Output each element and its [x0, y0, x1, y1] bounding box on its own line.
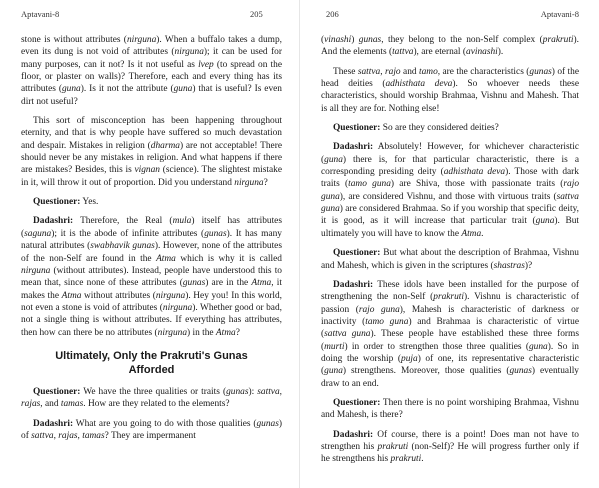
text-run: ) in the — [187, 327, 216, 338]
text-run: , it makes the — [21, 278, 282, 301]
italic-term: Atma — [156, 253, 176, 264]
section-heading — [21, 349, 282, 377]
text-run: . — [421, 454, 424, 465]
text-run: , are the characteristics ( — [437, 66, 530, 77]
italic-term: vinashi — [324, 35, 352, 45]
italic-term: tamas — [82, 430, 105, 441]
speaker-label: Dadashri: — [333, 142, 374, 153]
italic-term: prakruti — [390, 454, 422, 465]
italic-term: rajas — [58, 430, 78, 441]
text-run: Of course, there is a point! Does man not have to strengthen his — [321, 429, 579, 452]
italic-term: prakruti — [433, 292, 464, 303]
text-run: ? They are impermanent — [104, 430, 196, 441]
page-header — [21, 0, 282, 34]
italic-term: gunas — [204, 228, 227, 239]
text-run: ). Vishnu is characteristic of passion ( — [321, 292, 579, 315]
italic-term: guna — [324, 366, 343, 377]
italic-term: prakruti — [377, 441, 409, 452]
text-run: ) and Brahmaa is characteristic of virtue ( — [321, 316, 580, 340]
speaker-label: Dadashri: — [33, 418, 74, 429]
text-run: ). Hey you! In this world, not even a stone is void of attributes ( — [21, 290, 283, 313]
page-number: 206 — [326, 9, 339, 19]
text-run: ) are considered Brahmaa. So if you worship that specific deity, it is good, as it will increase that particular trait ( — [321, 204, 579, 227]
text-run: ). However, none of the attributes of the non-Self are found in the — [21, 241, 282, 264]
text-run: Therefore, the Real ( — [73, 216, 173, 227]
text-run: ). Is it not the attribute ( — [80, 84, 174, 95]
text-run: ? — [235, 327, 240, 338]
italic-term: guna — [535, 216, 555, 227]
paragraph — [21, 196, 282, 208]
italic-term: Atma — [61, 290, 82, 301]
text-run: . — [481, 228, 484, 239]
italic-term: sattva guna — [324, 329, 371, 340]
italic-term: sattva — [357, 66, 381, 77]
text-run: ); it can be used for many purposes, can it not? Is it not useful as — [21, 47, 282, 70]
text-run: ). When a buffalo takes a dump, even its dung is not void of attributes ( — [21, 35, 282, 58]
text-run: ) are not acceptable! There should never be any mistakes in religion. And what happens if there are mistakes? Besides, this is — [21, 140, 282, 176]
text-run: This sort of misconception has been happening throughout eternity, and that is why people have suffered so much devastation and despair. Mistakes in religion ( — [21, 116, 282, 151]
text-run: , and — [40, 399, 61, 410]
text-run: ) strengthens. Moreover, those qualities ( — [342, 366, 510, 377]
page-header — [321, 0, 579, 34]
italic-term: nirguna — [174, 47, 204, 58]
page-body — [321, 34, 579, 466]
text-run: These idols have been installed for the purpose of strengthening the non-Self ( — [321, 279, 579, 303]
text-run: )? — [524, 260, 533, 271]
text-run: ), are considered Vishnu, and those with virtuous traits ( — [339, 191, 557, 202]
paragraph — [321, 397, 579, 422]
italic-term: lvep — [198, 59, 214, 70]
italic-term: dharma — [150, 140, 180, 151]
text-run: , — [77, 430, 83, 441]
italic-term: gunas — [509, 366, 532, 377]
text-run: ) itself has attributes ( — [21, 216, 282, 239]
italic-term: gunas — [182, 278, 206, 289]
speaker-label: Questioner: — [333, 248, 381, 259]
right-page — [300, 0, 599, 488]
paragraph — [321, 279, 579, 390]
italic-term: prakruti — [542, 35, 574, 45]
text-run: (science). The slightest mistake in it, will throw it out of proportion. Did you understand — [21, 165, 282, 188]
text-run: and — [400, 66, 419, 77]
italic-term: guna — [324, 154, 343, 165]
text-run: ), are eternal ( — [413, 47, 467, 58]
paragraph — [21, 215, 282, 338]
italic-term: adhisthata deva — [385, 79, 453, 90]
italic-term: Atma — [461, 228, 482, 239]
speaker-label: Dadashri: — [333, 279, 374, 290]
speaker-label: Questioner: — [33, 386, 81, 397]
paragraph — [321, 34, 579, 59]
italic-term: avinashi — [466, 47, 498, 58]
text-run: ( — [321, 35, 325, 45]
text-run: ). But ultimately you will have to know the — [321, 216, 579, 239]
italic-term: vignan — [134, 165, 160, 176]
paragraph-group — [21, 386, 282, 442]
italic-term: sattva guna — [321, 191, 579, 215]
italic-term: gunas — [358, 35, 382, 45]
italic-term: sattva — [257, 386, 280, 397]
text-run: , — [279, 386, 282, 397]
text-run: ). — [497, 47, 504, 58]
text-run: ) in order to strengthen those three qualities ( — [344, 341, 529, 352]
paragraph — [21, 115, 282, 189]
italic-term: swabhavik gunas — [90, 241, 155, 252]
italic-term: shastras — [493, 260, 525, 271]
text-run: ); it is the abode of infinite attributes ( — [51, 228, 205, 239]
text-run: ) that is useful? Is even dirt not useful? — [21, 84, 282, 107]
italic-term: guna — [61, 84, 81, 95]
section-heading-line: Afforded — [128, 363, 175, 376]
italic-term: gunas — [256, 418, 279, 429]
paragraph — [321, 141, 579, 240]
italic-term: nirguna — [155, 290, 186, 301]
section-heading-line: Ultimately, Only the Prakruti's Gunas — [55, 349, 248, 362]
speaker-label: Questioner: — [33, 197, 81, 208]
text-run: ). Those with dark traits ( — [321, 167, 579, 190]
italic-term: guna — [173, 84, 193, 95]
paragraph — [21, 386, 282, 411]
text-run: , — [380, 66, 385, 77]
italic-term: mula — [172, 216, 192, 227]
italic-term: tamo guna — [365, 316, 409, 327]
italic-term: adhisthata deva — [443, 167, 506, 178]
text-run: ). These people have established these three forms ( — [321, 329, 579, 352]
text-run: So are they considered deities? — [380, 123, 499, 134]
running-title: Aptavani-8 — [540, 9, 579, 19]
text-run: . How are they related to the elements? — [83, 399, 230, 410]
italic-term: rajas — [21, 399, 41, 410]
italic-term: rajo guna — [358, 304, 400, 315]
speaker-label: Dadashri: — [33, 216, 74, 227]
text-run: ): — [248, 386, 258, 397]
text-run: ? — [263, 177, 268, 188]
italic-term: nirguna — [126, 35, 157, 45]
italic-term: Atma — [215, 327, 236, 338]
speaker-label: Questioner: — [333, 397, 381, 408]
text-run: without attributes ( — [81, 290, 156, 301]
page-number: 205 — [250, 9, 263, 19]
italic-term: murti — [324, 341, 345, 352]
text-run: ). So in doing the worship ( — [321, 341, 579, 364]
text-run: , — [53, 430, 59, 441]
text-run: ) are Shiva, those with passionate traits ( — [390, 179, 564, 190]
paragraph — [21, 34, 282, 108]
text-run: ). And the elements ( — [321, 35, 579, 58]
text-run: ) of one, its representative characteristic ( — [321, 353, 580, 377]
italic-term: rajo guna — [321, 179, 580, 202]
speaker-label: Questioner: — [333, 123, 381, 134]
italic-term: nirguna — [162, 302, 193, 313]
italic-term: gunas — [226, 386, 249, 397]
text-run: ) of — [21, 418, 282, 441]
italic-term: nirguna — [157, 327, 188, 338]
paragraph-group — [321, 34, 579, 466]
italic-term: saguna — [24, 228, 52, 239]
italic-term: tamo guna — [348, 179, 391, 190]
text-run: (non-Self)? He will progress further only if he strengthens his — [321, 441, 579, 465]
italic-term: tamo — [419, 66, 438, 77]
italic-term: tamas — [60, 399, 84, 410]
text-run: which is why it is called — [175, 253, 282, 264]
paragraph-group — [21, 34, 282, 339]
text-run: Then there is no point worshiping Brahmaa, Vishnu and Mahesh, is there? — [321, 397, 579, 421]
text-run: ) eventually draw to an end. — [321, 366, 579, 389]
paragraph — [321, 247, 579, 272]
text-run: ). So whoever needs these characteristics, should worship Brahmaa, Vishnu and Mahesh. That is all they are for. Nothing else! — [321, 79, 579, 114]
text-run: ). It has many natural attributes ( — [21, 228, 282, 252]
text-run: Absolutely! However, for whichever characteristic ( — [321, 142, 579, 165]
italic-term: sattva — [31, 430, 54, 441]
text-run: Yes. — [80, 197, 99, 208]
paragraph — [321, 429, 579, 466]
italic-term: Atma — [251, 278, 272, 289]
italic-term: rajo — [384, 66, 401, 77]
text-run: ) are in the — [205, 278, 252, 289]
italic-term: guna — [528, 341, 548, 352]
text-run: These — [333, 66, 358, 77]
paragraph — [321, 122, 579, 134]
text-run: ) there is, for that particular characteristic, there is a corresponding presiding deity ( — [321, 154, 579, 178]
text-run: But what about the description of Brahmaa, Vishnu and Mahesh, which is given in the scriptures ( — [321, 248, 579, 271]
paragraph — [21, 418, 282, 443]
italic-term: nirguna — [21, 265, 51, 276]
text-run: stone is without attributes ( — [21, 35, 127, 45]
text-run: ). Whether good or bad, not a single thing is without attributes. If everything has attributes, then how can there be no attributes ( — [21, 302, 282, 338]
text-run: (without attributes). Instead, people have understood this to mean that, since none of these attributes ( — [21, 265, 282, 289]
text-run: We have the three qualities or traits ( — [80, 386, 227, 397]
italic-term: puja — [401, 353, 418, 364]
text-run: ), Mahesh is characteristic of darkness or inactivity ( — [321, 304, 579, 327]
running-title: Aptavani-8 — [21, 9, 60, 19]
italic-term: gunas — [529, 66, 552, 77]
italic-term: nirguna — [234, 177, 264, 188]
speaker-label: Dadashri: — [333, 429, 374, 440]
paragraph — [321, 66, 579, 115]
text-run: ) of the head deities ( — [321, 66, 580, 90]
text-run: ) — [351, 35, 359, 45]
italic-term: tattva — [392, 47, 414, 58]
text-run: What are you going to do with those qualities ( — [73, 418, 257, 429]
text-run: (to spread on the floor, or plaster on walls)? Therefore, each and every thing has its attributes ( — [21, 59, 283, 95]
page-body — [21, 34, 282, 442]
text-run: , they belong to the non-Self complex ( — [381, 35, 543, 45]
